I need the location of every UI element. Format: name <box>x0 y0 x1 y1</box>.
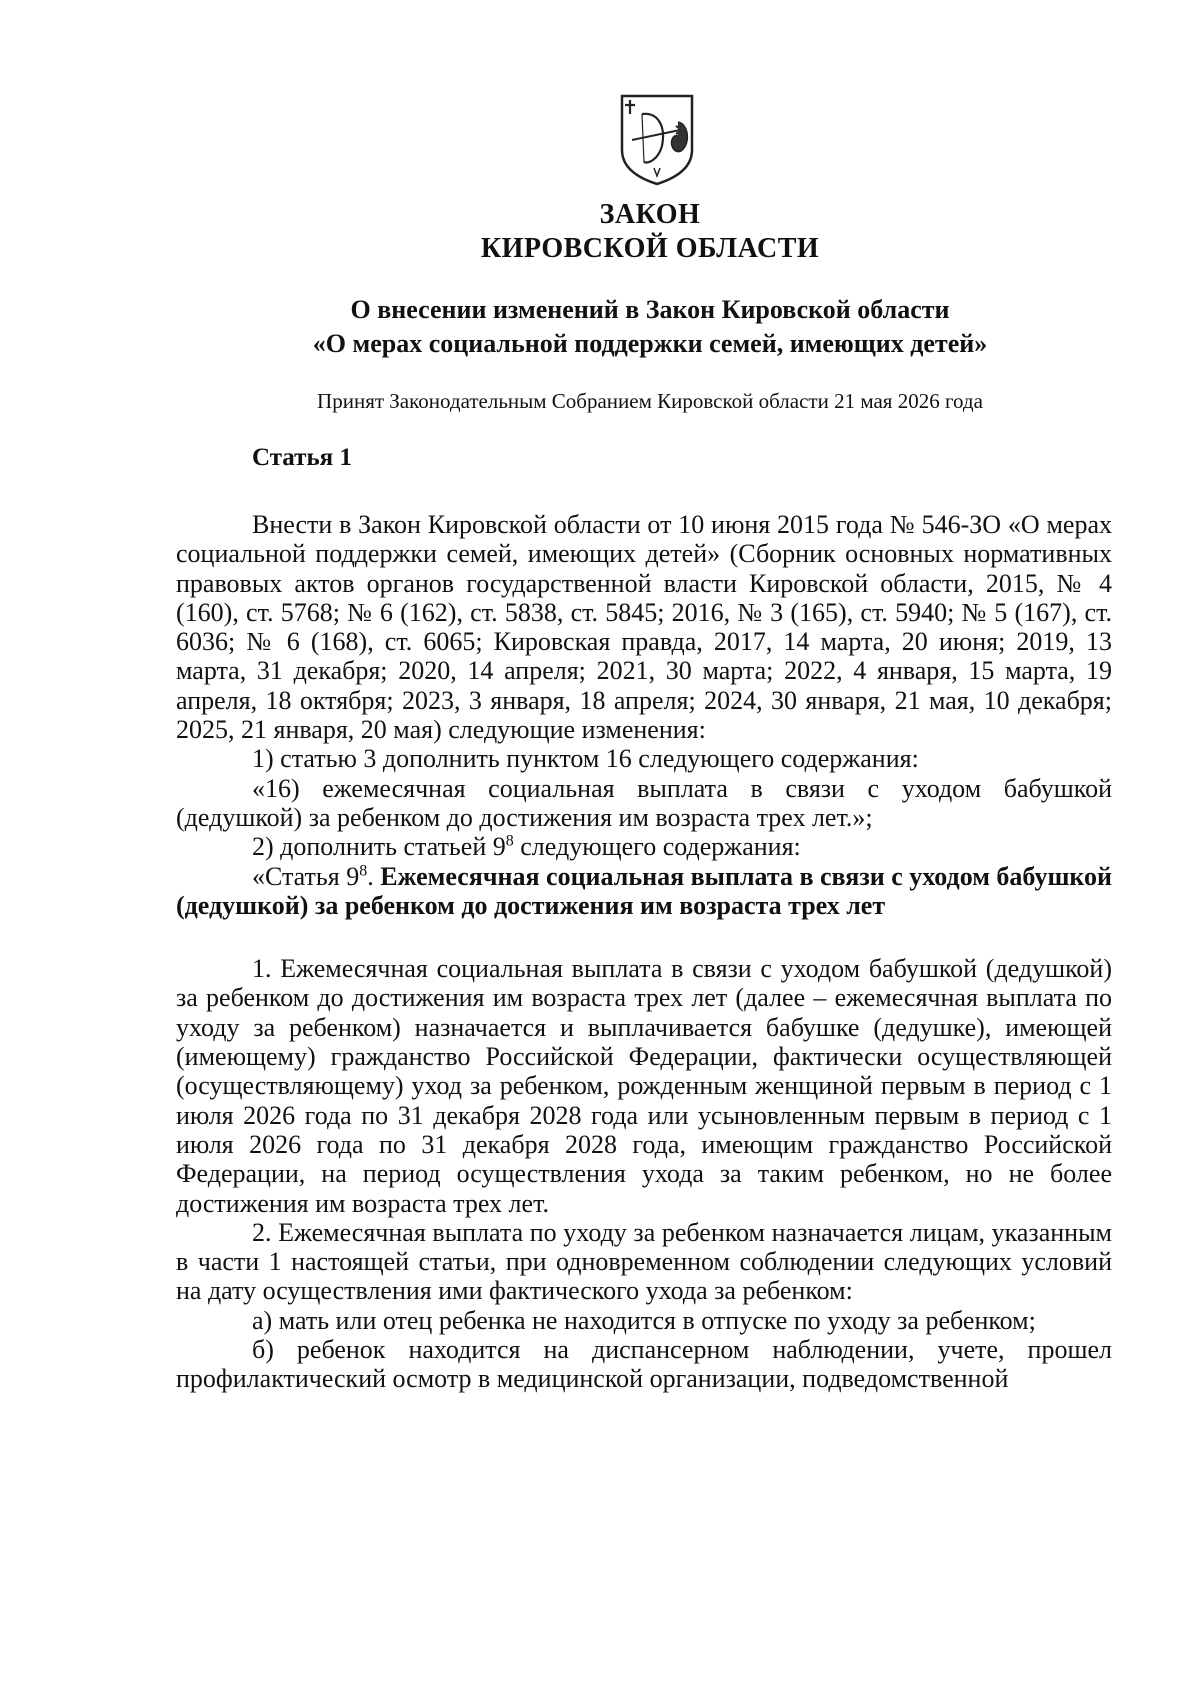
article-body <box>176 510 1112 1394</box>
kirov-oblast-coat-of-arms-icon <box>618 92 696 186</box>
law-subject-line2: «О мерах социальной поддержки семей, имеющих детей» <box>312 329 988 358</box>
article-heading: Статья 1 <box>252 444 352 471</box>
law-title-line1: ЗАКОН <box>599 199 701 230</box>
amendment-item-2-prefix: 2) дополнить статьей 9 <box>252 832 506 862</box>
amendment-item-1-quote: «16) ежемесячная социальная выплата в связи с уходом бабушкой (дедушкой) за ребенком до достижения им возраста трех лет.»; <box>176 773 1112 832</box>
condition-b: б) ребенок находится на диспансерном наблюдении, учете, прошел профилактический осмотр в медицинской организации, подведомственной <box>176 1335 1112 1394</box>
adoption-note: Принят Законодательным Собранием Кировской области 21 мая 2026 года <box>317 389 983 413</box>
amendment-item-2 <box>176 832 1112 861</box>
new-article-prefix: «Статья 9 <box>252 861 360 891</box>
new-article-superscript: 8 <box>359 861 368 879</box>
new-article-title: Ежемесячная социальная выплата в связи с уходом бабушкой (дедушкой) за ребенком до достижения им возраста трех лет <box>176 861 1113 920</box>
article-intro-paragraph: Внести в Закон Кировской области от 10 июня 2015 года № 546-ЗО «О мерах социальной поддержки семей, имеющих детей» (Сборник основных нормативных правовых актов органов государственной власти Кировской области, 2015, № 4 (160), ст. 5768; № 6 (162), ст. 5838, ст. 5845; 2016, № 3 (165), ст. 5940; № 5 (167), ст. 6036; № 6 (168), ст. 6065; Кировская правда, 2017, 14 марта, 20 июня; 2019, 13 марта, 31 декабря; 2020, 14 апреля; 2021, 30 марта; 2022, 4 января, 15 марта, 19 апреля, 18 октября; 2023, 3 января, 18 апреля; 2024, 30 января, 21 мая, 10 декабря; 2025, 21 января, 20 мая) следующие изменения: <box>176 510 1112 745</box>
amendment-item-2-superscript: 8 <box>505 832 514 850</box>
amendment-item-2-suffix: следующего содержания: <box>513 832 801 862</box>
law-title-line2: КИРОВСКОЙ ОБЛАСТИ <box>480 233 820 264</box>
new-article-part-1: 1. Ежемесячная социальная выплата в связи с уходом бабушкой (дедушкой) за ребенком до достижения им возраста трех лет (далее – ежемесячная выплата по уходу за ребенком) назначается и выплачивается бабушке (дедушке), имеющей (имеющему) гражданство Российской Федерации, фактически осуществляющей (осуществляющему) уход за ребенком, рожденным женщиной первым в период с 1 июля 2026 года по 31 декабря 2028 года или усыновленным первым в период с 1 июля 2026 года по 31 декабря 2028 года, имеющим гражданство Российской Федерации, на период осуществления ухода за таким ребенком, но не более достижения им возраста трех лет. <box>176 954 1112 1218</box>
new-article-dot: . <box>367 861 381 891</box>
new-article-part-2: 2. Ежемесячная выплата по уходу за ребенком назначается лицам, указанным в части 1 настоящей статьи, при одновременном соблюдении следующих условий на дату осуществления ими фактического ухода за ребенком: <box>176 1217 1112 1306</box>
condition-a: а) мать или отец ребенка не находится в отпуске по уходу за ребенком; <box>252 1305 1036 1335</box>
amendment-item-1: 1) статью 3 дополнить пунктом 16 следующего содержания: <box>252 744 919 774</box>
law-subject-line1: О внесении изменений в Закон Кировской области <box>350 295 950 324</box>
new-article-heading <box>176 862 1112 921</box>
